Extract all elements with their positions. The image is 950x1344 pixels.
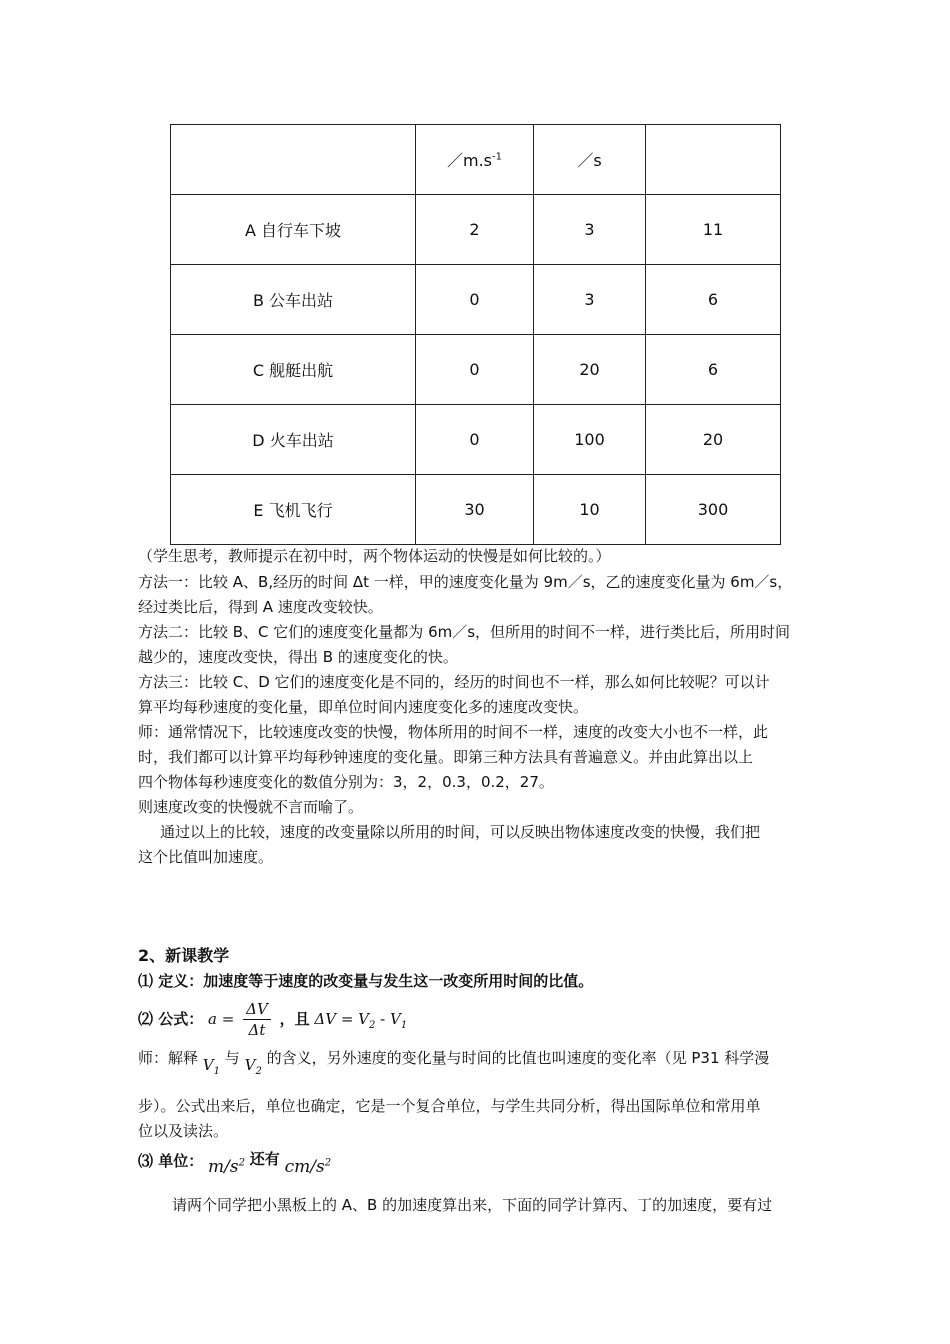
formula-numerator: ΔV — [243, 999, 271, 1020]
table-header-cell: ／s — [534, 125, 646, 195]
formula-symbol-a: a — [208, 1010, 217, 1028]
unit-line — [138, 1146, 818, 1180]
table-row — [171, 405, 781, 475]
table-cell: 20 — [534, 335, 646, 405]
table-cell: A 自行车下坡 — [171, 195, 416, 265]
paragraph-method-3-line-1: 方法三：比较 C、D 它们的速度变化是不同的，经历的时间也不一样，那么如何比较呢？可以计 — [138, 673, 770, 691]
paragraph-method-2-line-2: 越少的，速度改变快，得出 B 的速度变化的快。 — [138, 648, 458, 666]
table-cell: 3 — [534, 265, 646, 335]
table-row — [171, 195, 781, 265]
explain-line-1: 师：解释 $V_1$ 与 $V_2$ 的含义，另外速度的变化量与时间的比值也叫速度的变化率（见 P31 科学漫 — [138, 1049, 770, 1077]
definition-line: ⑴ 定义：加速度等于速度的改变量与发生这一改变所用时间的比值。 — [138, 972, 594, 990]
table-row — [171, 475, 781, 545]
table-row — [171, 335, 781, 405]
formula-label: ⑵ 公式： — [138, 1010, 204, 1028]
table-cell: D 火车出站 — [171, 405, 416, 475]
final-paragraph: 请两个同学把小黑板上的 A、B 的加速度算出来，下面的同学计算丙、丁的加速度，要有过 — [172, 1196, 773, 1214]
table-cell: 6 — [646, 265, 781, 335]
paragraph-summary-line-2: 这个比值叫加速度。 — [138, 848, 274, 866]
formula-denominator: Δt — [248, 1021, 266, 1039]
table-cell: 300 — [646, 475, 781, 545]
table-cell: 6 — [646, 335, 781, 405]
paragraph-method-2-line-1: 方法二：比较 B、C 它们的速度变化量都为 6m／s，但所用的时间不一样，进行类比后，所用时间 — [138, 623, 791, 641]
explain-line-3: 位以及读法。 — [138, 1122, 229, 1140]
formula-delta-v: ΔV — [314, 1010, 337, 1028]
explain-line-2: 步）。公式出来后，单位也确定，它是一个复合单位，与学生共同分析，得出国际单位和常用单 — [138, 1097, 761, 1115]
table-cell: 11 — [646, 195, 781, 265]
table-cell: B 公车出站 — [171, 265, 416, 335]
table-cell: 3 — [534, 195, 646, 265]
table-cell: 10 — [534, 475, 646, 545]
table-header-row — [171, 125, 781, 195]
paragraph-method-1-line-2: 经过类比后，得到 A 速度改变较快。 — [138, 598, 383, 616]
formula-v2: $V_2$ — [358, 1010, 376, 1031]
formula-v1: $V_1$ — [390, 1010, 408, 1031]
table-header-cell — [171, 125, 416, 195]
unit-label: ⑶ 单位： — [138, 1151, 204, 1170]
section-heading: 2、新课教学 — [138, 946, 230, 965]
paragraph-teacher-line-1: 师：通常情况下，比较速度改变的快慢，物体所用的时间不一样，速度的改变大小也不一样，此 — [138, 723, 769, 741]
paragraph-method-1-line-1: 方法一：比较 A、B,经历的时间 Δt 一样，甲的速度变化量为 9m／s，乙的速度变化量为 6m／s， — [138, 573, 793, 591]
paragraph-teacher-line-3: 四个物体每秒速度变化的数值分别为：3，2，0.3，0.2，27。 — [138, 773, 554, 791]
table-cell: C 舰艇出航 — [171, 335, 416, 405]
formula-fraction — [243, 999, 271, 1040]
table-cell: 0 — [416, 335, 534, 405]
symbol-v1: $V_1$ — [202, 1056, 221, 1077]
formula-line — [138, 994, 818, 1044]
paragraph-student-thinking: （学生思考，教师提示在初中时，两个物体运动的快慢是如何比较的。） — [138, 547, 611, 565]
unit-m-per-s2: $m/s^2$ — [208, 1156, 245, 1177]
paragraph-conclusion: 则速度改变的快慢就不言而喻了。 — [138, 798, 364, 816]
formula-rhs-equals: = — [340, 1010, 354, 1028]
paragraph-method-3-line-2: 算平均每秒速度的变化量，即单位时间内速度变化多的速度改变快。 — [138, 698, 589, 716]
table-cell: 0 — [416, 265, 534, 335]
unit-cm-per-s2: $cm/s^2$ — [284, 1156, 332, 1177]
table-cell: 2 — [416, 195, 534, 265]
table-cell: 100 — [534, 405, 646, 475]
unit-also: 还有 — [249, 1149, 280, 1168]
formula-and: ，且 — [279, 1010, 310, 1028]
table-row — [171, 265, 781, 335]
table-cell: 30 — [416, 475, 534, 545]
data-table — [170, 124, 781, 545]
formula-minus: - — [380, 1010, 391, 1028]
symbol-v2: $V_2$ — [244, 1056, 262, 1077]
table-cell: 0 — [416, 405, 534, 475]
paragraph-teacher-line-2: 时，我们都可以计算平均每秒钟速度的变化量。即第三种方法具有普遍意义。并由此算出以上 — [138, 748, 754, 766]
paragraph-summary-line-1: 通过以上的比较，速度的改变量除以所用的时间，可以反映出物体速度改变的快慢，我们把 — [160, 823, 761, 841]
formula-equals: = — [221, 1010, 235, 1028]
table-header-cell — [646, 125, 781, 195]
table-cell: 20 — [646, 405, 781, 475]
table-header-cell: $/m.s^{-1}$ — [416, 125, 534, 195]
table-cell: E 飞机飞行 — [171, 475, 416, 545]
